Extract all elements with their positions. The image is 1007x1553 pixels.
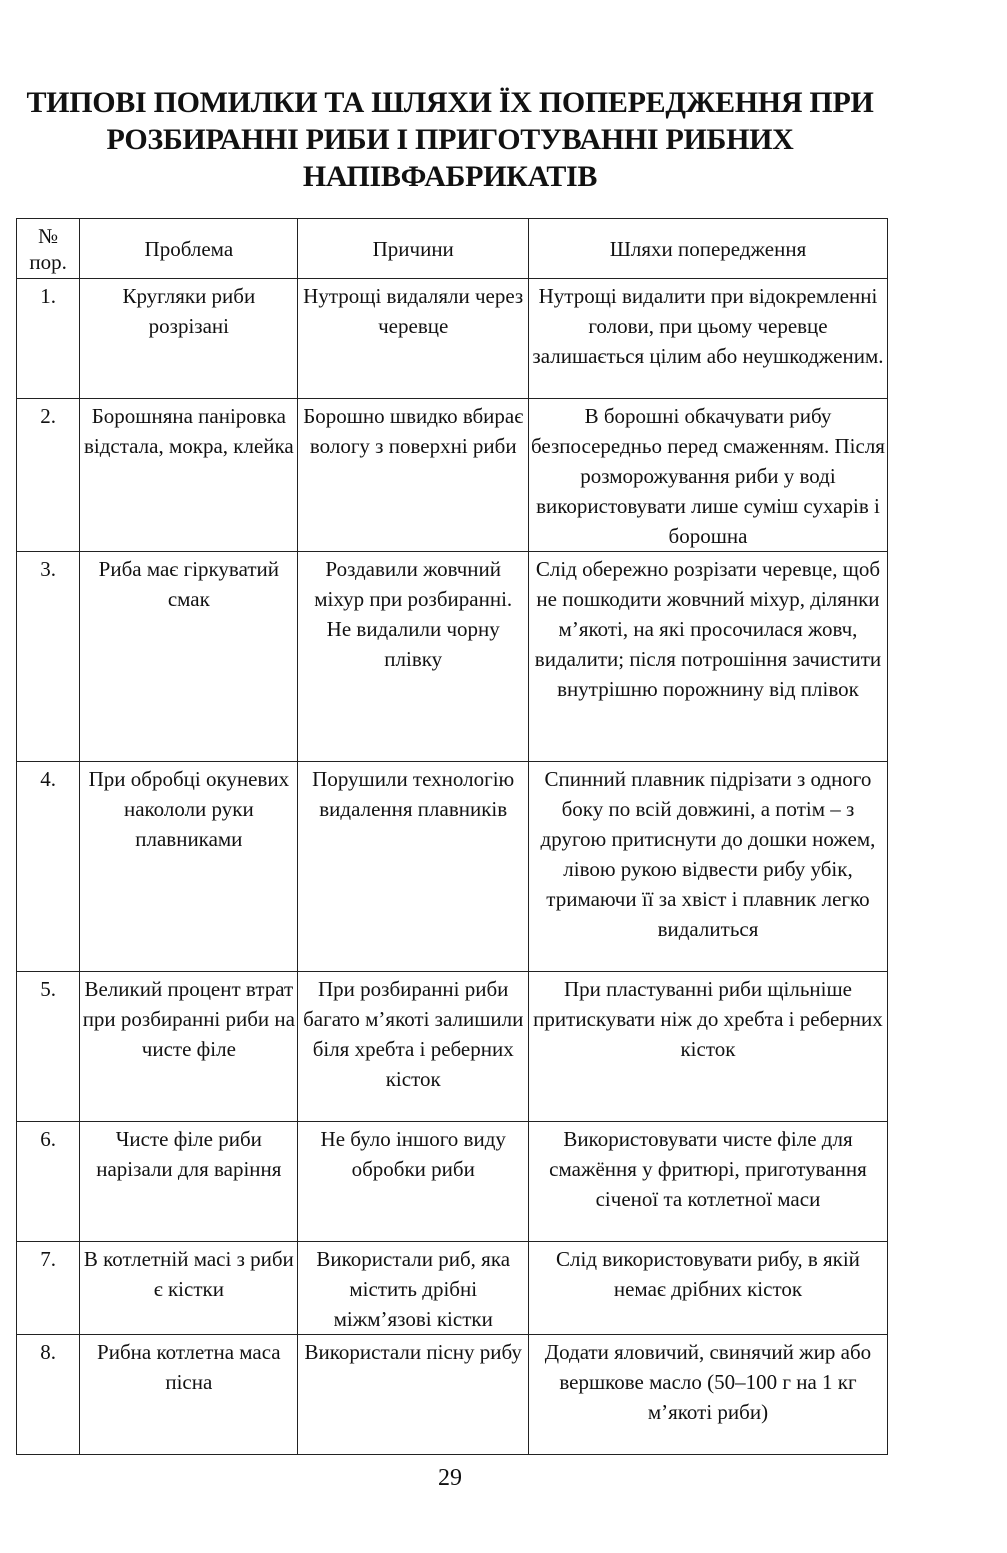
row-number: 2. — [17, 399, 80, 552]
table-row — [17, 279, 888, 399]
row-problem: Великий процент втрат при розбиранні риби на чисте філе — [80, 972, 298, 1122]
row-way: В борошні обкачувати рибу безпосередньо перед смаженням. Після розморожування риби у воді використовувати лише суміш сухарів і борошна — [528, 399, 887, 552]
row-cause: При розбиранні риби багато м’якоті залишили біля хребта і реберних кісток — [298, 972, 528, 1122]
row-way: Спинний плавник підрізати з одного боку по всій довжині, а потім – з другою притиснути до дошки ножем, лівою рукою відвести рибу убік, тримаючи її за хвіст і плавник легко видалиться — [528, 762, 887, 972]
row-problem: Кругляки риби розрізані — [80, 279, 298, 399]
row-number: 4. — [17, 762, 80, 972]
title-line-2: РОЗБИРАННІ РИБИ І ПРИГОТУВАННІ РИБНИХ — [106, 123, 794, 156]
row-problem: При обробці окуневих накололи руки плавниками — [80, 762, 298, 972]
row-way: Використовувати чисте філе для смажёння у фритюрі, приготування січеної та котлетної маси — [528, 1122, 887, 1242]
row-number: 3. — [17, 552, 80, 762]
header-num: № пор. — [17, 219, 80, 279]
row-way: Додати яловичий, свинячий жир або вершкове масло (50–100 г на 1 кг м’якоті риби) — [528, 1335, 887, 1455]
row-number: 1. — [17, 279, 80, 399]
header-cause: Причини — [298, 219, 528, 279]
row-cause: Борошно швидко вбирає вологу з поверхні риби — [298, 399, 528, 552]
header-way: Шляхи попередження — [528, 219, 887, 279]
table-header-row — [17, 219, 888, 279]
title-line-1: ТИПОВІ ПОМИЛКИ ТА ШЛЯХИ ЇХ ПОПЕРЕДЖЕННЯ ПРИ — [26, 86, 874, 119]
page-title — [20, 84, 880, 195]
row-cause: Не було іншого виду обробки риби — [298, 1122, 528, 1242]
title-line-3: НАПІВФАБРИКАТІВ — [302, 160, 598, 193]
row-problem: Рибна котлетна маса пісна — [80, 1335, 298, 1455]
table-row — [17, 1335, 888, 1455]
page-number: 29 — [438, 1465, 462, 1491]
row-number: 8. — [17, 1335, 80, 1455]
row-cause: Роздавили жовчний міхур при розбиранні. Не видалили чорну плівку — [298, 552, 528, 762]
row-cause: Використали риб, яка містить дрібні міжм’язові кістки — [298, 1242, 528, 1335]
row-problem: Риба має гіркуватий смак — [80, 552, 298, 762]
row-way: Нутрощі видалити при відокремленні голови, при цьому черевце залишається цілим або неушкодженим. — [528, 279, 887, 399]
row-number: 6. — [17, 1122, 80, 1242]
row-number: 5. — [17, 972, 80, 1122]
row-problem: В котлетній масі з риби є кістки — [80, 1242, 298, 1335]
row-cause: Використали пісну рибу — [298, 1335, 528, 1455]
table-row — [17, 762, 888, 972]
row-number: 7. — [17, 1242, 80, 1335]
row-way: При пластуванні риби щільніше притискувати ніж до хребта і реберних кісток — [528, 972, 887, 1122]
row-problem: Борошняна паніровка відстала, мокра, клейка — [80, 399, 298, 552]
table-row — [17, 1122, 888, 1242]
row-cause: Нутрощі видаляли через черевце — [298, 279, 528, 399]
row-problem: Чисте філе риби нарізали для варіння — [80, 1122, 298, 1242]
table-row — [17, 1242, 888, 1335]
row-way: Слід обережно розрізати черевце, щоб не пошкодити жовчний міхур, ділянки м’якоті, на які просочилася жовч, видалити; після потрошіння зачистити внутрішню порожнину від плівок — [528, 552, 887, 762]
errors-table — [16, 218, 888, 1455]
header-problem: Проблема — [80, 219, 298, 279]
row-cause: Порушили технологію видалення плавників — [298, 762, 528, 972]
row-way: Слід використовувати рибу, в якій немає дрібних кісток — [528, 1242, 887, 1335]
table-row — [17, 399, 888, 552]
table-row — [17, 552, 888, 762]
table-row — [17, 972, 888, 1122]
